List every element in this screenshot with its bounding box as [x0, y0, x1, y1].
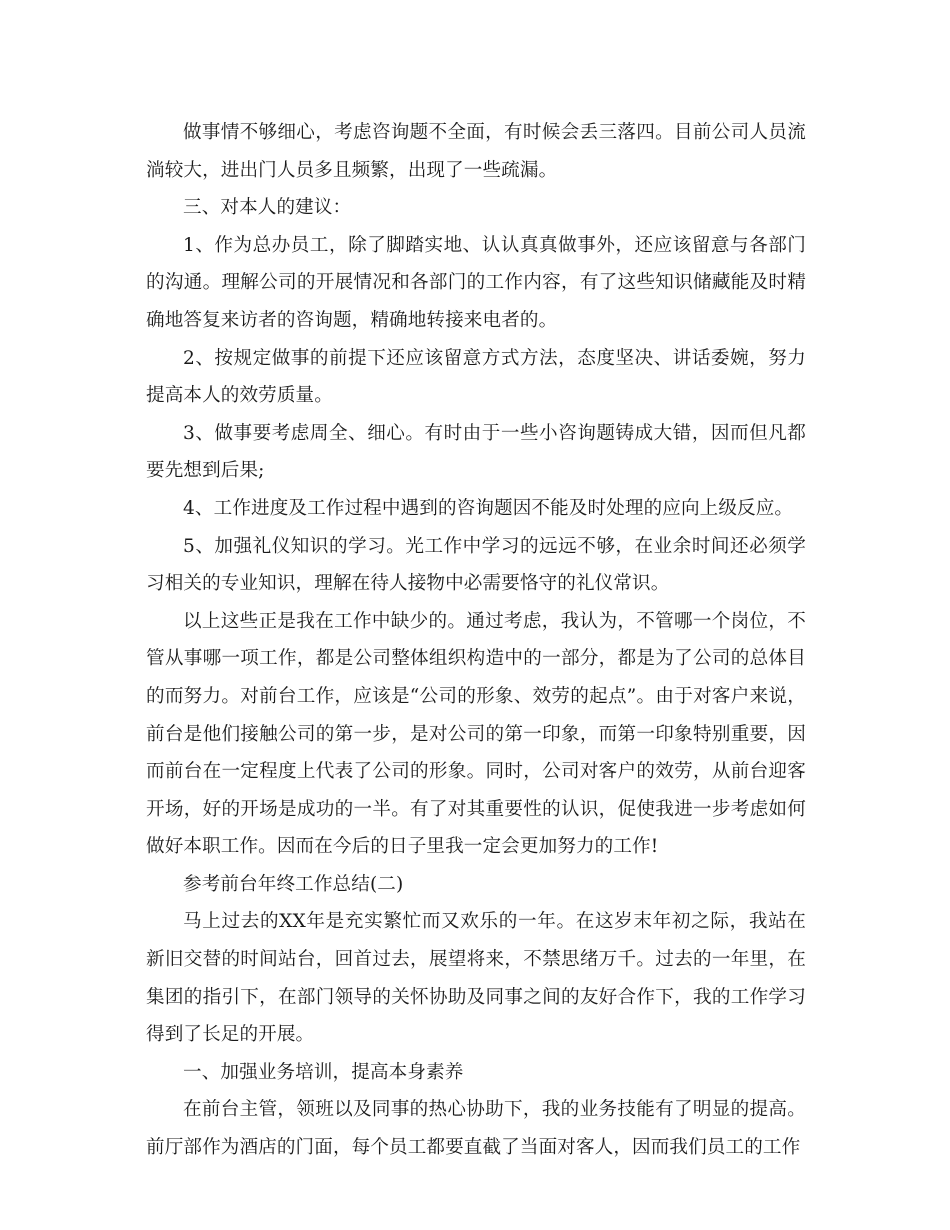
section-heading-training: 一、加强业务培训，提高本身素养 — [183, 1061, 464, 1083]
document-body — [146, 114, 806, 1167]
section-heading-suggestions: 三、对本人的建议： — [183, 197, 352, 219]
document-section-title: 参考前台年终工作总结(二) — [183, 873, 404, 895]
paragraph-intro: 马上过去的XX年是充实繁忙而又欢乐的一年。在这岁末年初之际，我站在新旧交替的时间站台，回首过去，展望将来，不禁思绪万千。过去的一年里，在集团的指引下，在部门领导的关怀协助及同事之间的友好合作下，我的工作学习得到了长足的开展。 — [146, 911, 806, 1046]
suggestion-item-3: 3、做事要考虑周全、细心。有时由于一些小咨询题铸成大错，因而但凡都要先想到后果; — [146, 422, 806, 482]
paragraph-conclusion: 以上这些正是我在工作中缺少的。通过考虑，我认为，不管哪一个岗位，不管从事哪一项工作，都是公司整体组织构造中的一部分，都是为了公司的总体目的而努力。对前台工作，应该是“公司的形象、效劳的起点”。由于对客户来说，前台是他们接触公司的第一步，是对公司的第一印象，而第一印象特别重要，因而前台在一定程度上代表了公司的形象。同时，公司对客户的效劳，从前台迎客开场，好的开场是成功的一半。有了对其重要性的认识，促使我进一步考虑如何做好本职工作。因而在今后的日子里我一定会更加努力的工作! — [146, 610, 806, 858]
suggestion-item-1: 1、作为总办员工，除了脚踏实地、认认真真做事外，还应该留意与各部门的沟通。理解公司的开展情况和各部门的工作内容，有了这些知识储藏能及时精确地答复来访者的咨询题，精确地转接来电者的。 — [146, 234, 806, 331]
suggestion-item-2: 2、按规定做事的前提下还应该留意方式方法，态度坚决、讲话委婉，努力提高本人的效劳质量。 — [146, 347, 806, 407]
paragraph-continued: 做事情不够细心，考虑咨询题不全面，有时候会丢三落四。目前公司人员流淌较大，进出门人员多且频繁，出现了一些疏漏。 — [146, 122, 806, 181]
suggestion-item-5: 5、加强礼仪知识的学习。光工作中学习的远远不够，在业余时间还必须学习相关的专业知识，理解在待人接物中必需要恪守的礼仪常识。 — [146, 535, 806, 595]
suggestion-item-4: 4、工作进度及工作过程中遇到的咨询题因不能及时处理的应向上级反应。 — [183, 497, 794, 519]
paragraph-training: 在前台主管，领班以及同事的热心协助下，我的业务技能有了明显的提高。前厅部作为酒店的门面，每个员工都要直截了当面对客人，因而我们员工的工作 — [146, 1099, 806, 1159]
